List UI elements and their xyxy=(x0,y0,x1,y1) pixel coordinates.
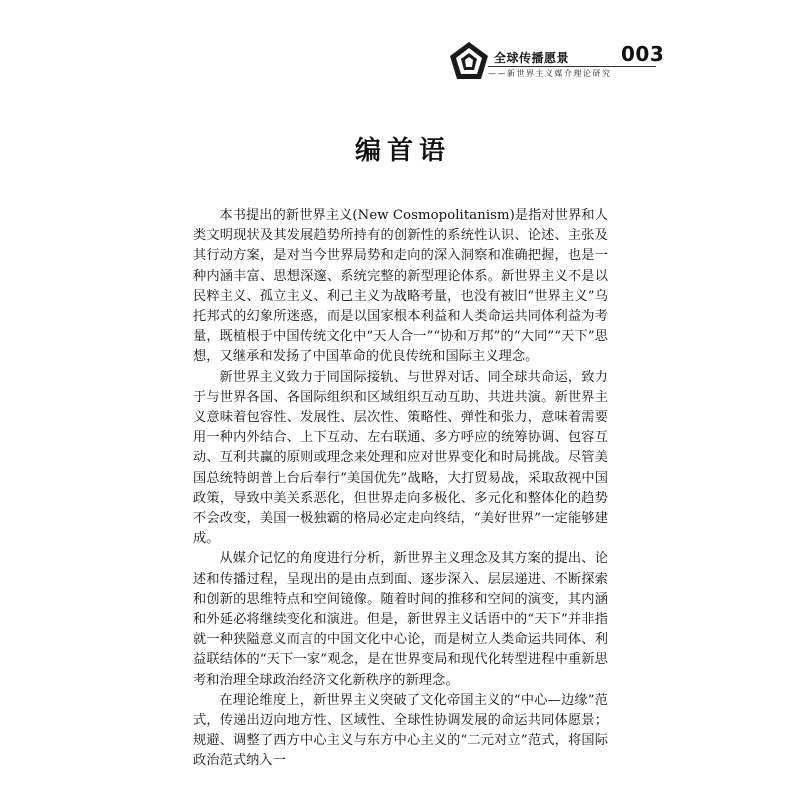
series-subtitle: ——新世界主义媒介理论研究 xyxy=(488,69,612,78)
page-number: 003 xyxy=(621,42,665,66)
paragraph: 在理论维度上，新世界主义突破了文化帝国主义的“中心—边缘”范式，传递出迈向地方性、区域性、全球性协调发展的命运共同体愿景；规避、调整了西方中心主义与东方中心主义的“二元对立”范式，将国际政治范式纳入一 xyxy=(193,692,608,769)
chapter-title: 编首语 xyxy=(354,136,451,166)
paragraph: 新世界主义致力于同国际接轨、与世界对话、同全球共命运，致力于与世界各国、各国际组织和区域组织互动互助、共进共演。新世界主义意味着包容性、发展性、层次性、策略性、弹性和张力，意味着需要用一种内外结合、上下互动、左右联通、多方呼应的统筹协调、包容互动、互利共赢的原则或理念来处理和应对世界变化和时局挑战。尽管美国总统特朗普上台后奉行“美国优先”战略，大打贸易战，采取敌视中国政策，导致中美关系恶化，但世界走向多极化、多元化和整体化的趋势不会改变，美国一极独霸的格局必定走向终结，“美好世界”一定能够建成。 xyxy=(193,369,608,547)
paragraph: 从媒介记忆的角度进行分析，新世界主义理念及其方案的提出、论述和传播过程，呈现出的是由点到面、逐步深入、层层递进、不断探索和创新的思维特点和空间镜像。随着时间的推移和空间的演变，其内涵和外延必将继续变化和演进。但是，新世界主义话语中的“天下”并非指就一种狭隘意义而言的中国文化中心论，而是树立人类命运共同体、利益联结体的“天下一家”观念，是在世界变局和现代化转型进程中重新思考和治理全球政治经济文化新秩序的新理念。 xyxy=(193,551,608,688)
series-title: 全球传播愿景 xyxy=(494,51,570,65)
pentagon-logo-icon xyxy=(448,40,490,82)
header-rule xyxy=(488,66,656,67)
body-text xyxy=(193,206,608,772)
paragraph: 本书提出的新世界主义(New Cosmopolitanism)是指对世界和人类文明现状及其发展趋势所持有的创新性的系统性认识、论述、主张及其行动方案，是对当今世界局势和走向的深入洞察和准确把握，也是一种内涵丰富、思想深邃、系统完整的新型理论体系。新世界主义不是以民粹主义、孤立主义、利己主义为战略考量，也没有被旧“世界主义”乌托邦式的幻象所迷惑，而是以国家根本利益和人类命运共同体利益为考量，既植根于中国传统文化中“天人合一”“协和万邦”的“大同”“天下”思想，又继承和发扬了中国革命的优良传统和国际主义理念。 xyxy=(193,208,608,365)
